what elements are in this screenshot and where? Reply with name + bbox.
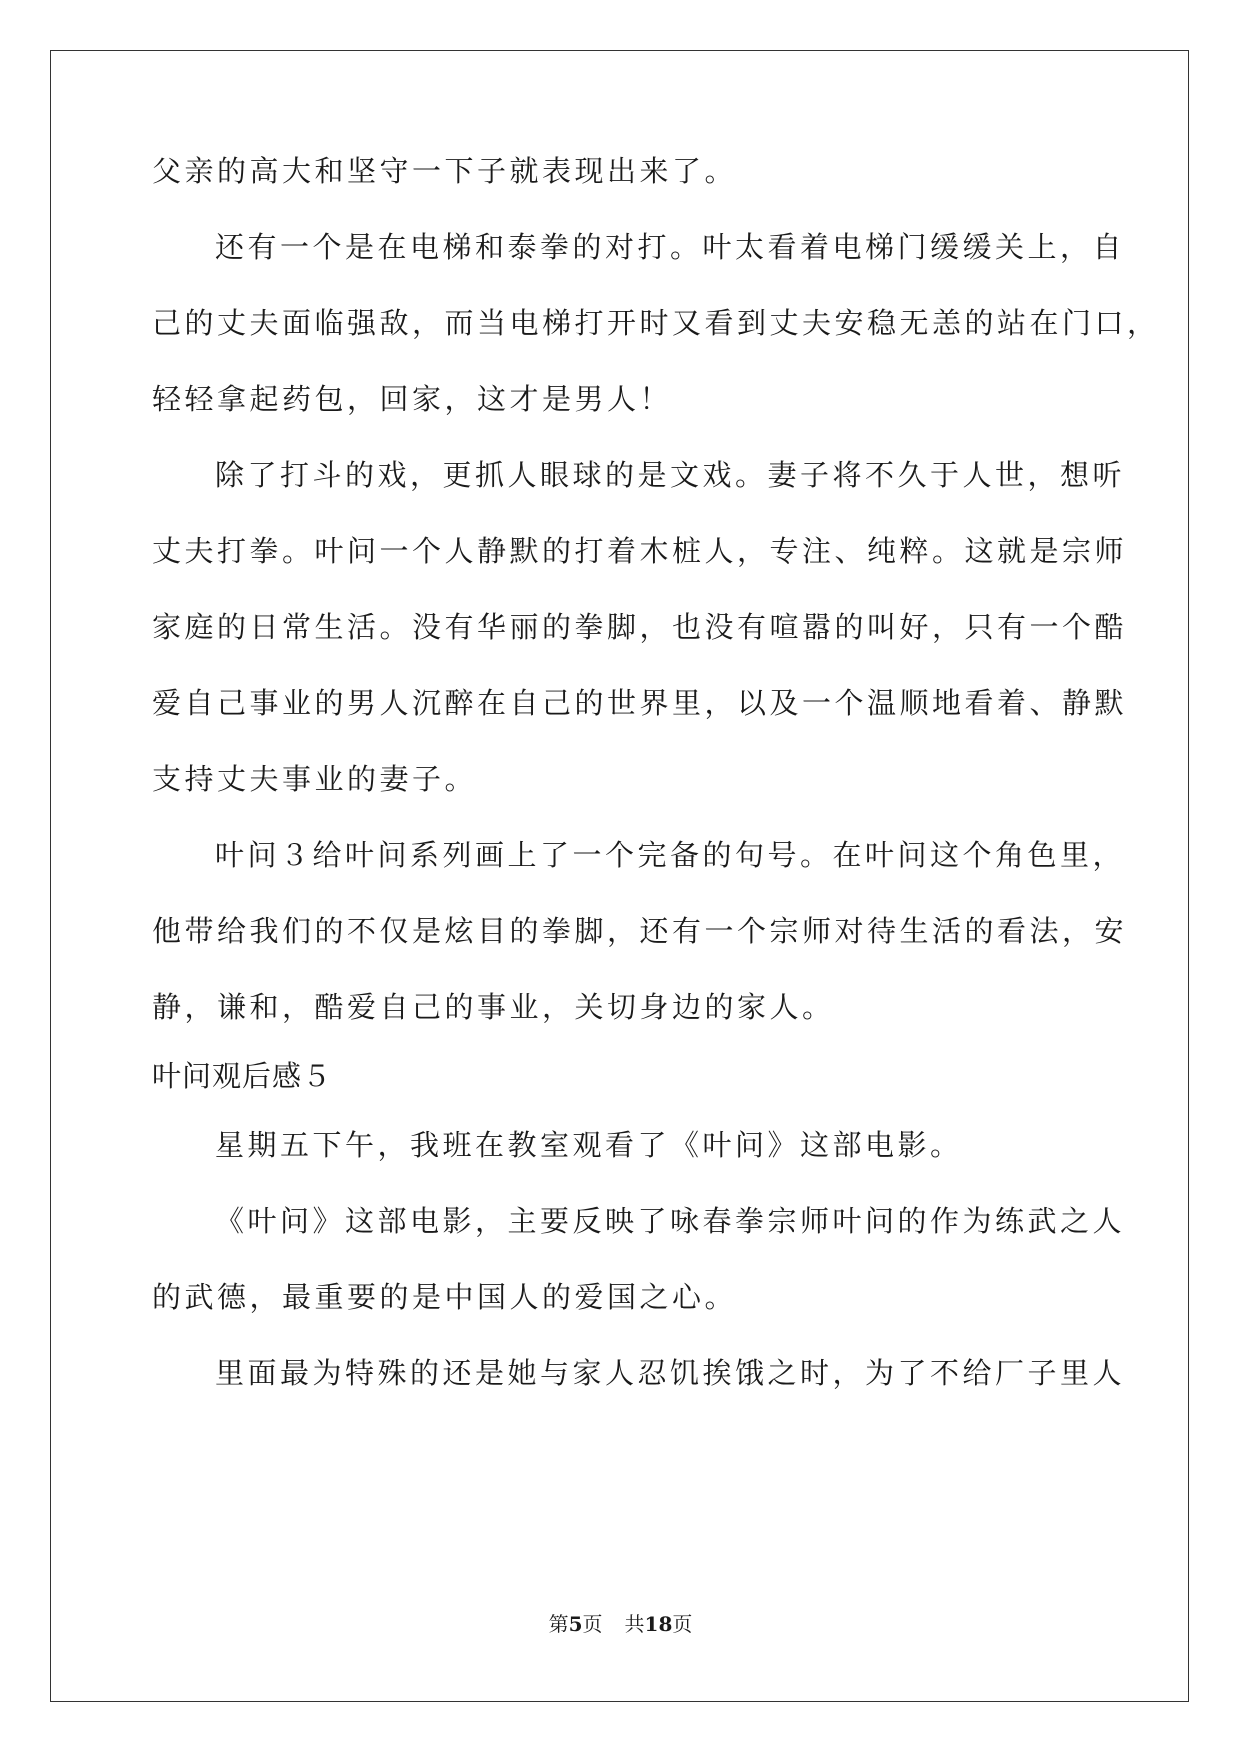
body-line: 轻轻拿起药包，回家，这才是男人！ bbox=[152, 382, 673, 416]
body-line: 的武德，最重要的是中国人的爱国之心。 bbox=[152, 1280, 738, 1314]
page-suffix: 页 bbox=[582, 1612, 603, 1636]
body-line: 静，谦和，酷爱自己的事业，关切身边的家人。 bbox=[152, 990, 835, 1024]
body-line: 爱自己事业的男人沉醉在自己的世界里，以及一个温顺地看着、静默 bbox=[152, 686, 1128, 720]
body-line: 还有一个是在电梯和泰拳的对打。叶太看着电梯门缓缓关上，自 bbox=[215, 230, 1126, 264]
body-line: 《叶问》这部电影，主要反映了咏春拳宗师叶问的作为练武之人 bbox=[215, 1204, 1126, 1238]
page-prefix: 第 bbox=[548, 1612, 569, 1636]
section-heading: 叶问观后感５ bbox=[152, 1059, 333, 1093]
total-prefix: 共 bbox=[624, 1612, 645, 1636]
page-border bbox=[50, 50, 1189, 1702]
body-line: 己的丈夫面临强敌，而当电梯打开时又看到丈夫安稳无恙的站在门口， bbox=[152, 306, 1160, 340]
body-line: 他带给我们的不仅是炫目的拳脚，还有一个宗师对待生活的看法，安 bbox=[152, 914, 1128, 948]
body-line: 家庭的日常生活。没有华丽的拳脚，也没有喧嚣的叫好，只有一个酷 bbox=[152, 610, 1128, 644]
body-line: 丈夫打拳。叶问一个人静默的打着木桩人，专注、纯粹。这就是宗师 bbox=[152, 534, 1128, 568]
page-footer bbox=[0, 1610, 1241, 1638]
body-line: 父亲的高大和坚守一下子就表现出来了。 bbox=[152, 154, 738, 188]
body-line: 里面最为特殊的还是她与家人忍饥挨饿之时，为了不给厂子里人 bbox=[215, 1356, 1126, 1390]
total-pages: 18 bbox=[644, 1612, 673, 1636]
page-number: 5 bbox=[568, 1612, 583, 1636]
body-line: 叶问３给叶问系列画上了一个完备的句号。在叶问这个角色里， bbox=[215, 838, 1126, 872]
total-suffix: 页 bbox=[672, 1612, 693, 1636]
body-line: 除了打斗的戏，更抓人眼球的是文戏。妻子将不久于人世，想听 bbox=[215, 458, 1126, 492]
body-line: 支持丈夫事业的妻子。 bbox=[152, 762, 478, 796]
body-line: 星期五下午，我班在教室观看了《叶问》这部电影。 bbox=[215, 1128, 963, 1162]
